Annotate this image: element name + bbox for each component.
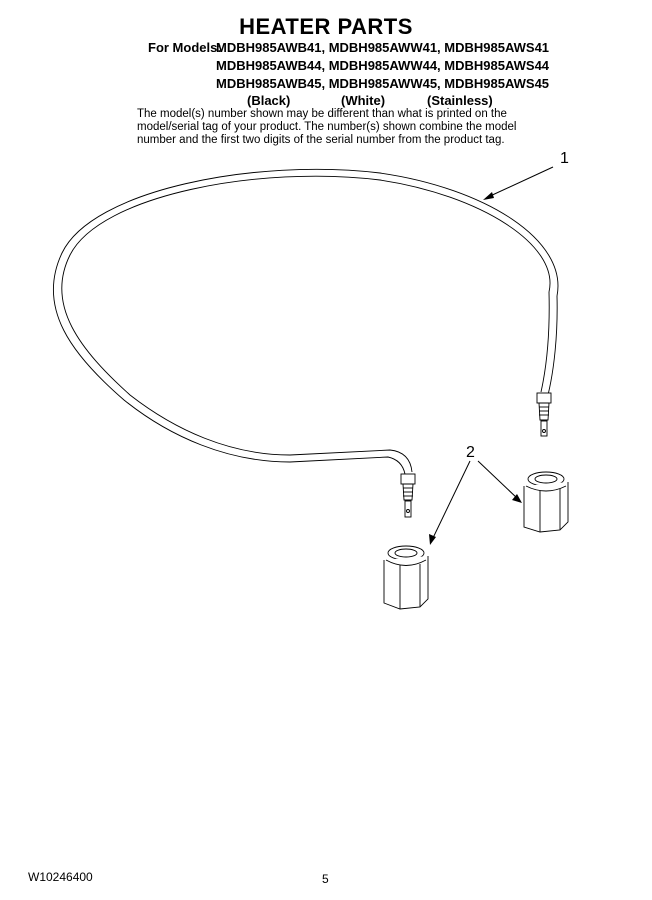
model-line-2: MDBH985AWB44, MDBH985AWW44, MDBH985AWS44 <box>216 58 550 73</box>
finish-white: (White) <box>341 93 386 108</box>
document-code: W10246400 <box>28 870 93 884</box>
finish-stainless: (Stainless) <box>427 93 493 108</box>
callout-2: 2 <box>466 444 475 461</box>
leader-line-2a <box>432 461 470 540</box>
finish-black: (Black) <box>247 93 291 108</box>
leader-line-1 <box>488 167 553 197</box>
arrowhead-icon <box>429 534 436 545</box>
page-title: HEATER PARTS <box>239 14 413 39</box>
page-number: 5 <box>322 872 329 886</box>
arrowhead-icon <box>483 192 494 200</box>
models-label: For Models: <box>148 40 222 55</box>
callout-1: 1 <box>560 150 569 167</box>
model-line-1: MDBH985AWB41, MDBH985AWW41, MDBH985AWS41 <box>216 40 550 55</box>
nut <box>524 472 568 532</box>
nut <box>384 546 428 609</box>
model-line-3: MDBH985AWB45, MDBH985AWW45, MDBH985AWS45 <box>216 76 550 91</box>
leader-line-2b <box>478 461 518 499</box>
model-number-note: The model(s) number shown may be different than what is printed on the model/serial tag of your product. The number(s) shown combine the model number and the first two digits of the serial number from the product tag. <box>137 108 517 146</box>
